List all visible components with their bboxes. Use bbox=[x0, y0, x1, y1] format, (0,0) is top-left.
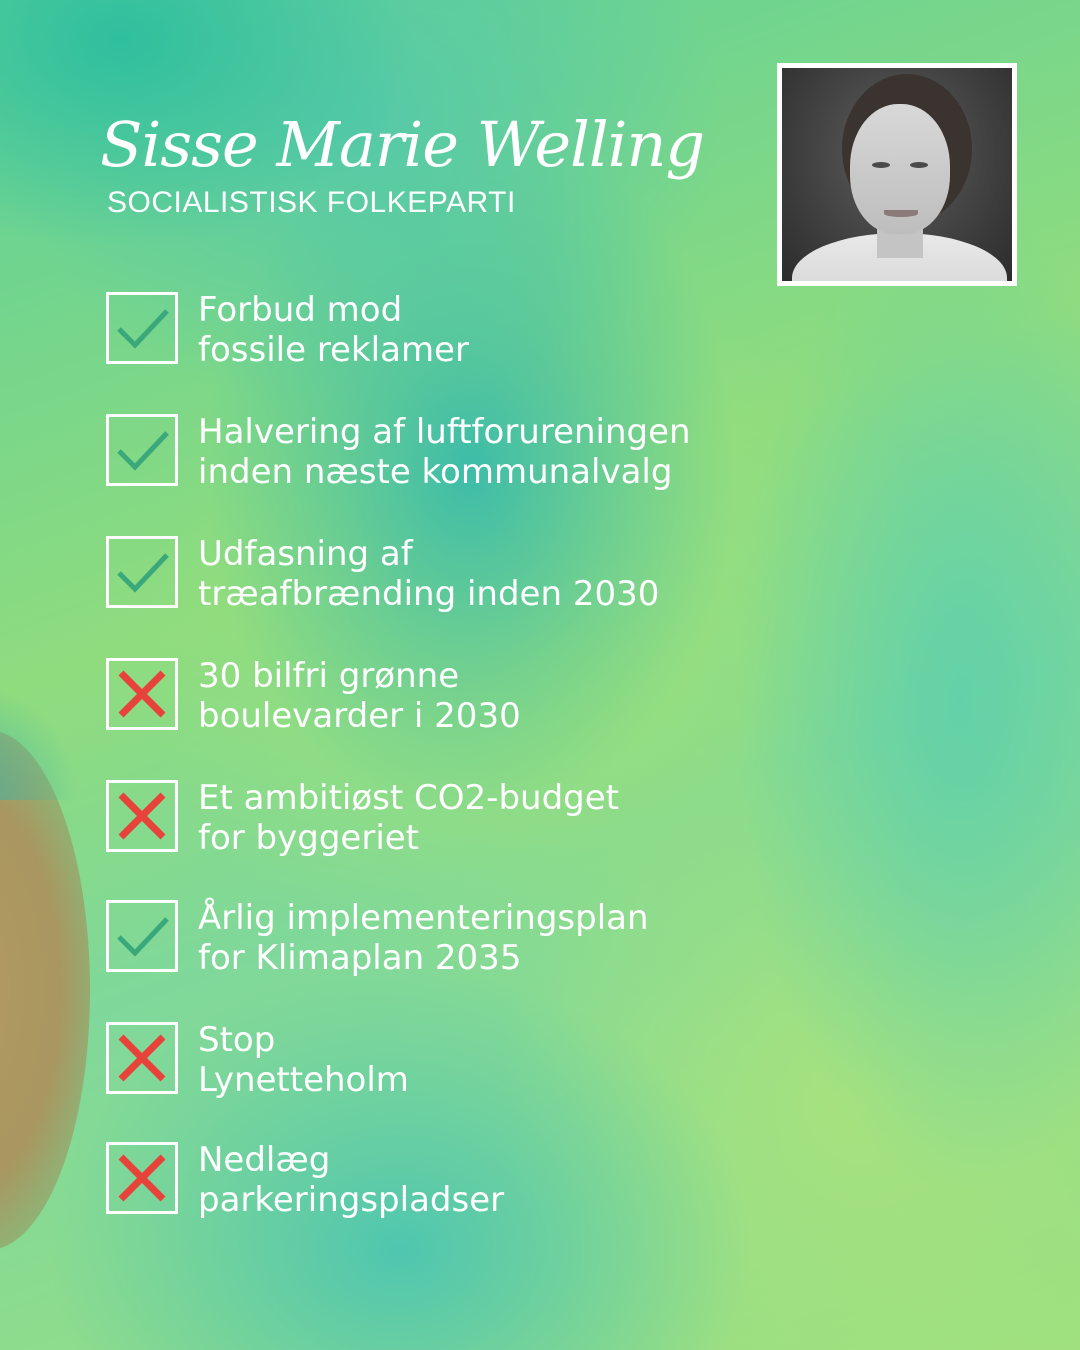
checklist-item bbox=[106, 534, 806, 612]
checkbox bbox=[106, 1022, 178, 1094]
cross-icon bbox=[109, 661, 175, 727]
checkbox bbox=[106, 292, 178, 364]
cross-icon bbox=[109, 1025, 175, 1091]
checklist-item-label: Halvering af luftforureningen inden næste kommunalvalg bbox=[198, 412, 691, 492]
checkbox bbox=[106, 780, 178, 852]
checklist-item-label: Nedlæg parkeringspladser bbox=[198, 1140, 505, 1220]
cross-icon bbox=[109, 783, 175, 849]
checklist-item bbox=[106, 290, 806, 368]
background-teal-shape bbox=[0, 680, 80, 800]
checklist-item-label: Et ambitiøst CO2-budget for byggeriet bbox=[198, 778, 619, 858]
checklist-item bbox=[106, 656, 806, 734]
checklist-item-label: Årlig implementeringsplan for Klimaplan 2035 bbox=[198, 898, 649, 978]
checkbox bbox=[106, 536, 178, 608]
checkbox bbox=[106, 414, 178, 486]
cross-icon bbox=[109, 1145, 175, 1211]
checkmark-icon bbox=[109, 539, 175, 605]
checklist-item-label: 30 bilfri grønne boulevarder i 2030 bbox=[198, 656, 521, 736]
checklist-item bbox=[106, 1020, 806, 1098]
checkmark-icon bbox=[109, 903, 175, 969]
portrait-photo-frame bbox=[777, 63, 1017, 286]
checkbox bbox=[106, 900, 178, 972]
background-sand-shape bbox=[0, 730, 90, 1250]
checkbox bbox=[106, 658, 178, 730]
checklist-item-label: Stop Lynetteholm bbox=[198, 1020, 409, 1100]
party-name: SOCIALISTISK FOLKEPARTI bbox=[107, 186, 516, 219]
checkmark-icon bbox=[109, 295, 175, 361]
checklist-item-label: Forbud mod fossile reklamer bbox=[198, 290, 469, 370]
portrait-photo bbox=[782, 68, 1012, 281]
checkmark-icon bbox=[109, 417, 175, 483]
candidate-name: Sisse Marie Welling bbox=[100, 108, 705, 181]
checklist-item-label: Udfasning af træafbrænding inden 2030 bbox=[198, 534, 660, 614]
checklist-item bbox=[106, 412, 806, 490]
checklist-item bbox=[106, 1140, 806, 1218]
checklist-item bbox=[106, 898, 806, 976]
checkbox bbox=[106, 1142, 178, 1214]
checklist-item bbox=[106, 778, 806, 856]
